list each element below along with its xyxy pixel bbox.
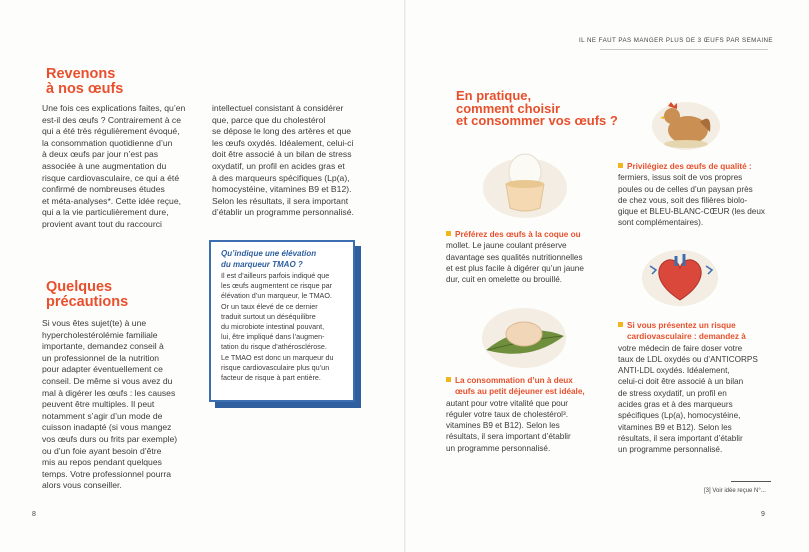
section-title-revenons xyxy=(46,67,123,97)
text-line: confirmé de nombreuses études xyxy=(42,184,165,195)
section-title-en-pratique xyxy=(456,90,618,128)
section-title-precautions xyxy=(46,280,128,310)
heart-icon xyxy=(640,244,720,310)
text-line: mis au repos pendant quelques xyxy=(42,457,162,468)
page-number-right: 9 xyxy=(761,511,765,518)
title-line: à nos œufs xyxy=(46,81,124,97)
text-line: à des marqueurs spécifiques (Lp(a), xyxy=(212,172,350,183)
gutter xyxy=(404,0,406,552)
bullet-square-icon xyxy=(618,322,623,327)
tmao-info-box xyxy=(209,240,355,402)
text-line xyxy=(446,375,585,386)
text-line: ANTI-LDL oxydés. Idéalement, xyxy=(618,366,730,376)
text-line: spécifiques (Lp(a), homocystéine, xyxy=(618,411,741,421)
text-line: associée à une augmentation du xyxy=(42,160,167,171)
text-line xyxy=(446,229,584,240)
text-line: Le TMAO est donc un marqueur du xyxy=(221,352,334,362)
text-line: traduit surtout un déséquilibre xyxy=(221,311,316,321)
tip-heading: Préférez des œufs à la coque ou xyxy=(455,230,581,239)
text-line: un professionnel de la nutrition xyxy=(42,352,160,363)
footnote-rule xyxy=(731,481,771,482)
title-line: comment choisir xyxy=(456,100,561,116)
text-line: peuvent être multiples. Il peut xyxy=(42,399,155,410)
text-line: est-il des œufs ? Contrairement à ce xyxy=(42,114,181,125)
text-line: dur, cuit en omelette ou brouillé. xyxy=(446,275,563,285)
text-line: fermiers, issus soit de vos propres xyxy=(618,173,743,183)
title-line: En pratique, xyxy=(456,88,532,103)
text-line: ou d’un foie ayant besoin d’être xyxy=(42,445,162,456)
text-line: Si vous êtes sujet(te) à une xyxy=(42,318,147,328)
text-line: conseil. De même si vous avez du xyxy=(42,375,173,386)
text-line: qui a été très régulièrement évoqué, xyxy=(42,126,180,137)
text-line: élévation d’un marqueur, le TMAO. xyxy=(221,291,332,301)
text-line: les œufs oxydés. Idéalement, celui-ci xyxy=(212,137,354,148)
text-line: poules ou de celles d’un paysan près xyxy=(618,184,753,194)
text-line: facteur de risque à part entière. xyxy=(221,373,321,383)
text-line: que, parce que du cholestérol xyxy=(212,114,326,125)
text-line: sont complémentaires). xyxy=(618,218,704,228)
text-line: mal à digérer les œufs : les causes xyxy=(42,387,176,398)
text-line: se dépose le long des artères et que xyxy=(212,126,352,137)
text-line: de chez vous, soit des filières biolo- xyxy=(618,195,748,205)
text-line: oxydatif, un profil en acides gras et xyxy=(212,160,345,171)
text-line: et est plus facile à digérer qu’un jaune xyxy=(446,263,584,273)
text-line: mollet. Le jaune coulant préserve xyxy=(446,241,567,251)
footnote: [3] Voir idée reçue N°... xyxy=(704,488,766,494)
box-title-line: Qu’indique une élévation xyxy=(221,249,317,258)
tip-heading: cardiovasculaire : demandez à xyxy=(627,332,746,342)
text-line: importante, demandez conseil à xyxy=(42,341,164,352)
title-line: Revenons xyxy=(46,66,116,82)
tip-breakfast-eggs xyxy=(446,375,585,454)
hen-icon xyxy=(650,92,722,152)
tip-soft-eggs xyxy=(446,229,584,285)
tip-quality-eggs xyxy=(618,161,765,229)
text-line: Il est d’ailleurs parfois indiqué que xyxy=(221,271,330,280)
text-line: homocystéine, vitamines B9 et B12). xyxy=(212,184,352,195)
text-line xyxy=(618,161,765,172)
text-line: temps. Votre professionnel pourra xyxy=(42,468,171,479)
tip-heading: œufs au petit déjeuner est idéale, xyxy=(455,387,585,397)
text-line: vitamines B9 et B12). Selon les xyxy=(618,422,732,432)
text-line: cuisson inadapté (si vous mangez xyxy=(42,422,172,433)
section1-column2 xyxy=(212,103,354,219)
text-line: réguler votre taux de cholestérol³. xyxy=(446,409,568,419)
text-line: notamment s’agir d’un mode de xyxy=(42,410,163,421)
text-line: hypercholestérolémie familiale xyxy=(42,329,158,340)
text-line: pour adapter éventuellement ce xyxy=(42,364,163,375)
title-line: Quelques xyxy=(46,279,113,295)
text-line: d’établir un programme personnalisé. xyxy=(212,207,354,218)
text-line: taux de LDL oxydés ou d’ANTICORPS xyxy=(618,354,758,364)
title-line: et consommer vos œufs ? xyxy=(456,113,618,128)
text-line: autant pour votre vitalité que pour xyxy=(446,398,568,408)
text-line: alors vous conseiller. xyxy=(42,480,122,491)
tip-heading: La consommation d’un à deux xyxy=(455,376,573,385)
text-line xyxy=(618,331,758,342)
text-line: tation du risque d’athérosclérose. xyxy=(221,342,327,352)
bullet-square-icon xyxy=(446,231,451,236)
tip-heading: Privilégiez des œufs de qualité : xyxy=(627,162,752,171)
text-line: à deux œufs par jour n’est pas xyxy=(42,149,159,160)
box-body xyxy=(221,271,345,383)
section2-text xyxy=(42,318,177,492)
header-rule xyxy=(600,49,768,50)
title-line: précautions xyxy=(46,294,129,310)
box-title-line: du marqueur TMAO ? xyxy=(221,260,303,269)
text-line: vos œufs durs ou frits par exemple) xyxy=(42,433,178,444)
text-line: votre médecin de faire doser votre xyxy=(618,343,743,353)
text-line: qui a la vie particulièrement dure, xyxy=(42,207,169,218)
bullet-square-icon xyxy=(446,377,451,382)
text-line: risque cardiovasculaire, ce qui a été xyxy=(42,172,180,183)
text-line: vitamines B9 et B12). Selon les xyxy=(446,421,560,431)
text-line: gique et BLEU-BLANC-CŒUR (les deux xyxy=(618,207,765,217)
page-number-left: 8 xyxy=(32,511,36,518)
text-line: et méta-analyses*. Cette idée reçue, xyxy=(42,195,182,206)
text-line xyxy=(446,386,585,397)
tip-heading: Si vous présentez un risque xyxy=(627,321,736,330)
text-line: résultats, il sera important d’établir xyxy=(446,432,571,442)
text-line: celui-ci doit être associé à un bilan xyxy=(618,377,744,387)
tip-cardiovascular-risk xyxy=(618,320,758,456)
bullet-square-icon xyxy=(618,163,623,168)
text-line: doit être associé à un bilan de stress xyxy=(212,149,352,160)
section1-column1 xyxy=(42,103,185,231)
text-line: Une fois ces explications faites, qu’en xyxy=(42,103,186,113)
text-line: un programme personnalisé. xyxy=(618,445,723,455)
text-line: intellectuel consistant à considérer xyxy=(212,103,344,113)
running-header: IL NE FAUT PAS MANGER PLUS DE 3 ŒUFS PAR SEMAINE xyxy=(579,37,773,44)
text-line: acides gras et à des marqueurs xyxy=(618,400,733,410)
text-line: provient avant tout du raccourci xyxy=(42,218,162,229)
text-line: de stress oxydatif, un profil en xyxy=(618,388,727,398)
text-line: un programme personnalisé. xyxy=(446,443,551,453)
box-title xyxy=(221,248,345,270)
text-line: résultats, il sera important d’établir xyxy=(618,433,743,443)
egg-on-leaf-icon xyxy=(478,306,570,370)
text-line: lui, être impliqué dans l’augmen- xyxy=(221,332,325,342)
text-line: Selon les résultats, il sera important xyxy=(212,195,349,206)
text-line: du microbiote intestinal pouvant, xyxy=(221,322,325,332)
soft-boiled-egg-icon xyxy=(480,150,570,220)
text-line: davantage ses qualités nutritionnelles xyxy=(446,252,583,262)
text-line: risque cardiovasculaire plus qu’un xyxy=(221,362,330,372)
text-line xyxy=(618,320,758,331)
text-line: les œufs augmentent ce risque par xyxy=(221,281,333,291)
text-line: la consommation quotidienne d’un xyxy=(42,137,173,148)
text-line: Or un taux élevé de ce dernier xyxy=(221,301,318,311)
